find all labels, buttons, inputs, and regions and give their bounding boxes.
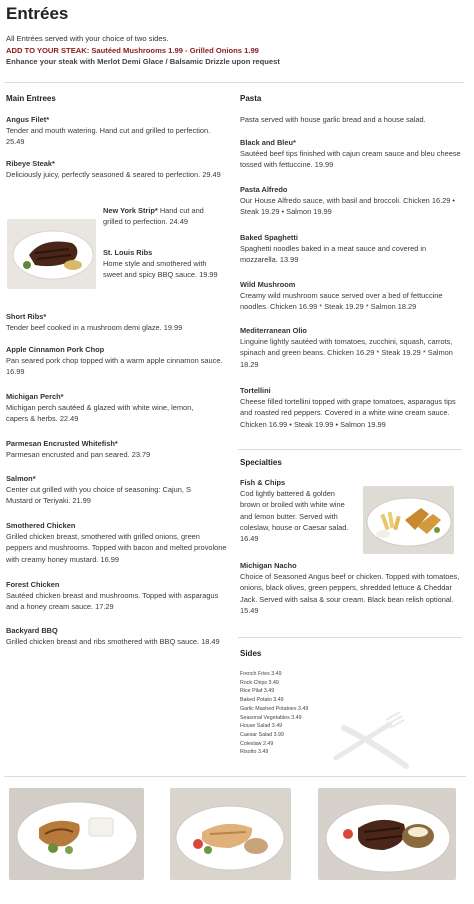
page-title: Entrées [6, 4, 69, 23]
divider [4, 776, 466, 777]
item-desc: Sautéed chicken breast and mushrooms. Topped with asparagus and a honey cream sauce. 17.29 [6, 591, 219, 612]
item-desc: Center cut grilled with you choice of seasoning: Cajun, S Mustard or Teriyaki. 21.99 [6, 485, 191, 506]
side-item: House Salad 3.49 [240, 723, 283, 730]
sides-heading: Sides [240, 649, 262, 658]
item-desc: Choice of Seasoned Angus beef or chicken. Topped with tomatoes, onions, black olives, green peppers, shredded lettuce & Cheddar Jack. Served with salsa & sour cream. Black bean relish optional. 15.49 [240, 572, 460, 615]
ribs-plate-photo [7, 219, 96, 289]
item-desc: Tender beef cooked in a mushroom demi glaze. 19.99 [6, 323, 183, 333]
menu-item [6, 520, 228, 565]
side-item: Rice Pilaf 3.49 [240, 688, 275, 695]
item-name: St. Louis Ribs [103, 248, 153, 257]
side-item: Coleslaw 2.49 [240, 740, 274, 747]
menu-item [240, 385, 468, 430]
item-desc: Linguine lightly sautéed with tomatoes, zucchini, squash, carrots, spinach and green beans. Chicken 16.29 * Steak 19.29 * Salmon 18.29 [240, 337, 453, 369]
menu-item [240, 137, 465, 171]
intro-add-on-note: ADD TO YOUR STEAK: Sautéed Mushrooms 1.99 - Grilled Onions 1.99 [6, 45, 259, 55]
menu-item [6, 391, 216, 425]
item-name-suffix: Hand cut and [157, 206, 204, 215]
chicken-plate-photo [9, 788, 144, 880]
item-desc: Sautéed beef tips finished with cajun cream sauce and bleu cheese tossed with fettuccine. 19.99 [240, 149, 461, 170]
menu-item [240, 279, 465, 313]
side-item: Rock Chips 3.49 [240, 679, 279, 686]
steak-plate-photo [318, 788, 456, 880]
item-desc: Parmesan encrusted and pan seared. 23.79 [6, 450, 151, 460]
item-name: Fish & Chips [240, 478, 286, 487]
item-desc: grilled to perfection. 24.49 [103, 217, 189, 227]
item-name: Michigan Nacho [240, 561, 297, 570]
menu-item [6, 311, 224, 333]
item-desc: Cheese filled tortellini topped with grape tomatoes, asparagus tips and roasted red peppers. Covered in a white wine cream sauce. Chicken 16.99 • Steak 19.99 • Salmon 19.99 [240, 397, 456, 429]
item-desc: Grilled chicken breast, smothered with grilled onions, green peppers and mushrooms. Topped with bacon and melted provolone with creamy honey mustard. 16.99 [6, 532, 227, 564]
intro-block [6, 33, 466, 68]
menu-item [6, 579, 221, 613]
item-name: Angus Filet* [6, 115, 50, 124]
divider [238, 637, 462, 638]
item-name: Smothered Chicken [6, 521, 76, 530]
menu-item [6, 625, 224, 647]
item-name: Backyard BBQ [6, 626, 58, 635]
side-item: Seasonal Vegetables 3.49 [240, 714, 302, 721]
pasta-heading: Pasta [240, 94, 262, 103]
item-name: Baked Spaghetti [240, 233, 298, 242]
item-name: Pasta Alfredo [240, 185, 288, 194]
menu-item [240, 477, 355, 544]
item-desc: Deliciously juicy, perfectly seasoned & seared to perfection. 29.49 [6, 170, 221, 180]
menu-item [6, 114, 216, 148]
item-name: Wild Mushroom [240, 280, 296, 289]
item-desc: Home style and smothered with sweet and spicy BBQ sauce. 19.99 [103, 259, 218, 280]
item-name: Ribeye Steak* [6, 159, 55, 168]
divider [238, 449, 462, 450]
intro-sides-note: All Entrées served with your choice of two sides. [6, 34, 169, 43]
fork-knife-watermark-icon [330, 710, 414, 779]
item-desc: Cod lightly battered & golden brown or broiled with white wine and lemon butter. Served with coleslaw, house or Caesar salad. 16.49 [240, 489, 349, 544]
main-entrees-column [6, 93, 231, 673]
item-name: Parmesan Encrusted Whitefish* [6, 439, 118, 448]
item-name: New York Strip* [103, 206, 158, 215]
item-name: Michigan Perch* [6, 392, 64, 401]
menu-item [6, 473, 206, 507]
specialties-heading: Specialties [240, 458, 282, 467]
divider [4, 82, 464, 83]
item-name: Tortellini [240, 386, 271, 395]
fish-plate-photo [170, 788, 291, 880]
item-name: Forest Chicken [6, 580, 60, 589]
item-desc: Our House Alfredo sauce, with basil and broccoli. Chicken 16.29 • Steak 19.29 • Salmon 19.99 [240, 196, 455, 217]
fish-and-chips-photo [363, 486, 454, 554]
pasta-subtitle: Pasta served with house garlic bread and a house salad. [240, 115, 426, 124]
menu-item [6, 344, 224, 378]
menu-item [240, 325, 460, 370]
sides-heading-wrap [240, 648, 360, 659]
menu-item [240, 560, 465, 616]
item-desc: Michigan perch sautéed & glazed with white wine, lemon, capers & herbs. 22.49 [6, 403, 194, 424]
side-item: Risotto 3.49 [240, 749, 269, 756]
menu-item [103, 247, 221, 281]
item-desc: Pan seared pork chop topped with a warm apple cinnamon sauce. 16.99 [6, 356, 223, 377]
item-desc: Grilled chicken breast and ribs smothered with BBQ sauce. 18.49 [6, 637, 220, 647]
menu-item [103, 205, 228, 227]
item-desc: Tender and mouth watering. Hand cut and grilled to perfection. 25.49 [6, 126, 211, 147]
item-name: Black and Bleu* [240, 138, 296, 147]
side-item: Garlic Mashed Potatoes 3.49 [240, 705, 309, 712]
item-name: Mediterranean Olio [240, 326, 307, 335]
item-desc: Spaghetti noodles baked in a meat sauce and covered in mozzarella. 13.99 [240, 244, 427, 265]
side-item: Caesar Salad 3.99 [240, 731, 284, 738]
menu-item [6, 438, 224, 460]
item-desc: Creamy wild mushroom sauce served over a bed of fettuccine noodles. Chicken 16.99 * Steak 19.29 * Salmon 18.29 [240, 291, 443, 312]
menu-item [240, 184, 465, 218]
menu-item [6, 158, 224, 180]
item-name: Short Ribs* [6, 312, 47, 321]
side-item: French Fries 3.49 [240, 671, 282, 677]
menu-item [240, 232, 440, 266]
intro-enhance-note: Enhance your steak with Merlot Demi Glace / Balsamic Drizzle upon request [6, 57, 280, 67]
item-name: Apple Cinnamon Pork Chop [6, 345, 105, 354]
main-entrees-heading: Main Entrees [6, 94, 56, 103]
item-name: Salmon* [6, 474, 36, 483]
side-item: Baked Potato 3.49 [240, 697, 284, 704]
